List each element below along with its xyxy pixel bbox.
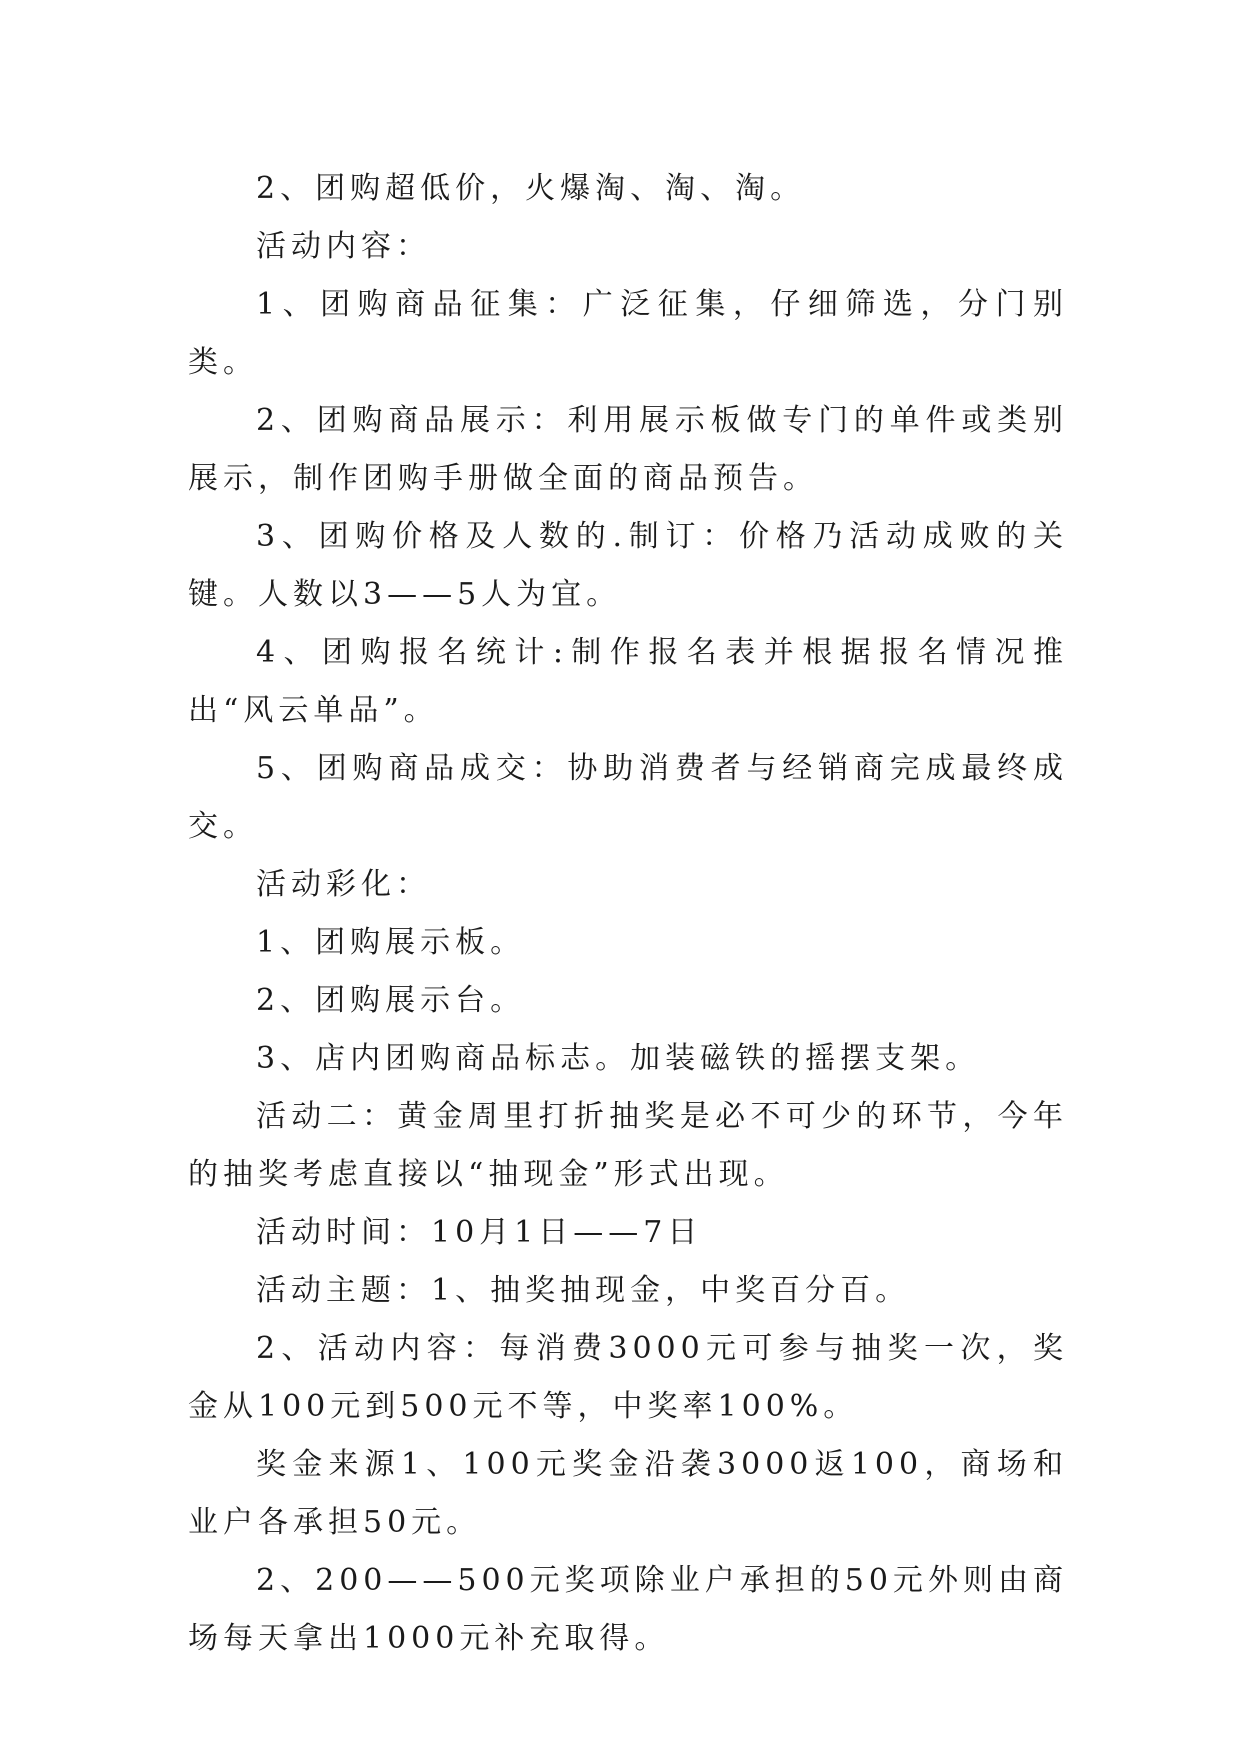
section-heading: 活动彩化： bbox=[256, 867, 431, 902]
paragraph: 1、团购展示板。 bbox=[256, 925, 526, 960]
paragraph: 3、团购价格及人数的.制订：价格乃活动成败的关键。人数以3——5人为宜。 bbox=[188, 519, 1068, 612]
paragraph: 活动主题：1、抽奖抽现金，中奖百分百。 bbox=[256, 1273, 911, 1308]
paragraph: 4、团购报名统计:制作报名表并根据报名情况推出“风云单品”。 bbox=[188, 635, 1068, 728]
paragraph: 活动时间：10月1日——7日 bbox=[256, 1215, 703, 1250]
paragraph: 5、团购商品成交：协助消费者与经销商完成最终成交。 bbox=[188, 751, 1068, 844]
paragraph: 2、团购商品展示：利用展示板做专门的单件或类别展示，制作团购手册做全面的商品预告。 bbox=[188, 403, 1068, 496]
document-body bbox=[188, 160, 1068, 1668]
paragraph: 2、200——500元奖项除业户承担的50元外则由商场每天拿出1000元补充取得。 bbox=[188, 1563, 1068, 1656]
section-heading: 活动内容： bbox=[256, 229, 431, 264]
paragraph: 2、团购超低价，火爆淘、淘、淘。 bbox=[256, 171, 806, 206]
paragraph: 2、活动内容：每消费3000元可参与抽奖一次，奖金从100元到500元不等，中奖率100%。 bbox=[188, 1331, 1068, 1424]
paragraph: 活动二：黄金周里打折抽奖是必不可少的环节，今年的抽奖考虑直接以“抽现金”形式出现。 bbox=[188, 1099, 1068, 1192]
paragraph: 奖金来源1、100元奖金沿袭3000返100，商场和业户各承担50元。 bbox=[188, 1447, 1068, 1540]
paragraph: 3、店内团购商品标志。加装磁铁的摇摆支架。 bbox=[256, 1041, 981, 1076]
paragraph: 1、团购商品征集：广泛征集，仔细筛选，分门别类。 bbox=[188, 287, 1068, 380]
paragraph: 2、团购展示台。 bbox=[256, 983, 526, 1018]
